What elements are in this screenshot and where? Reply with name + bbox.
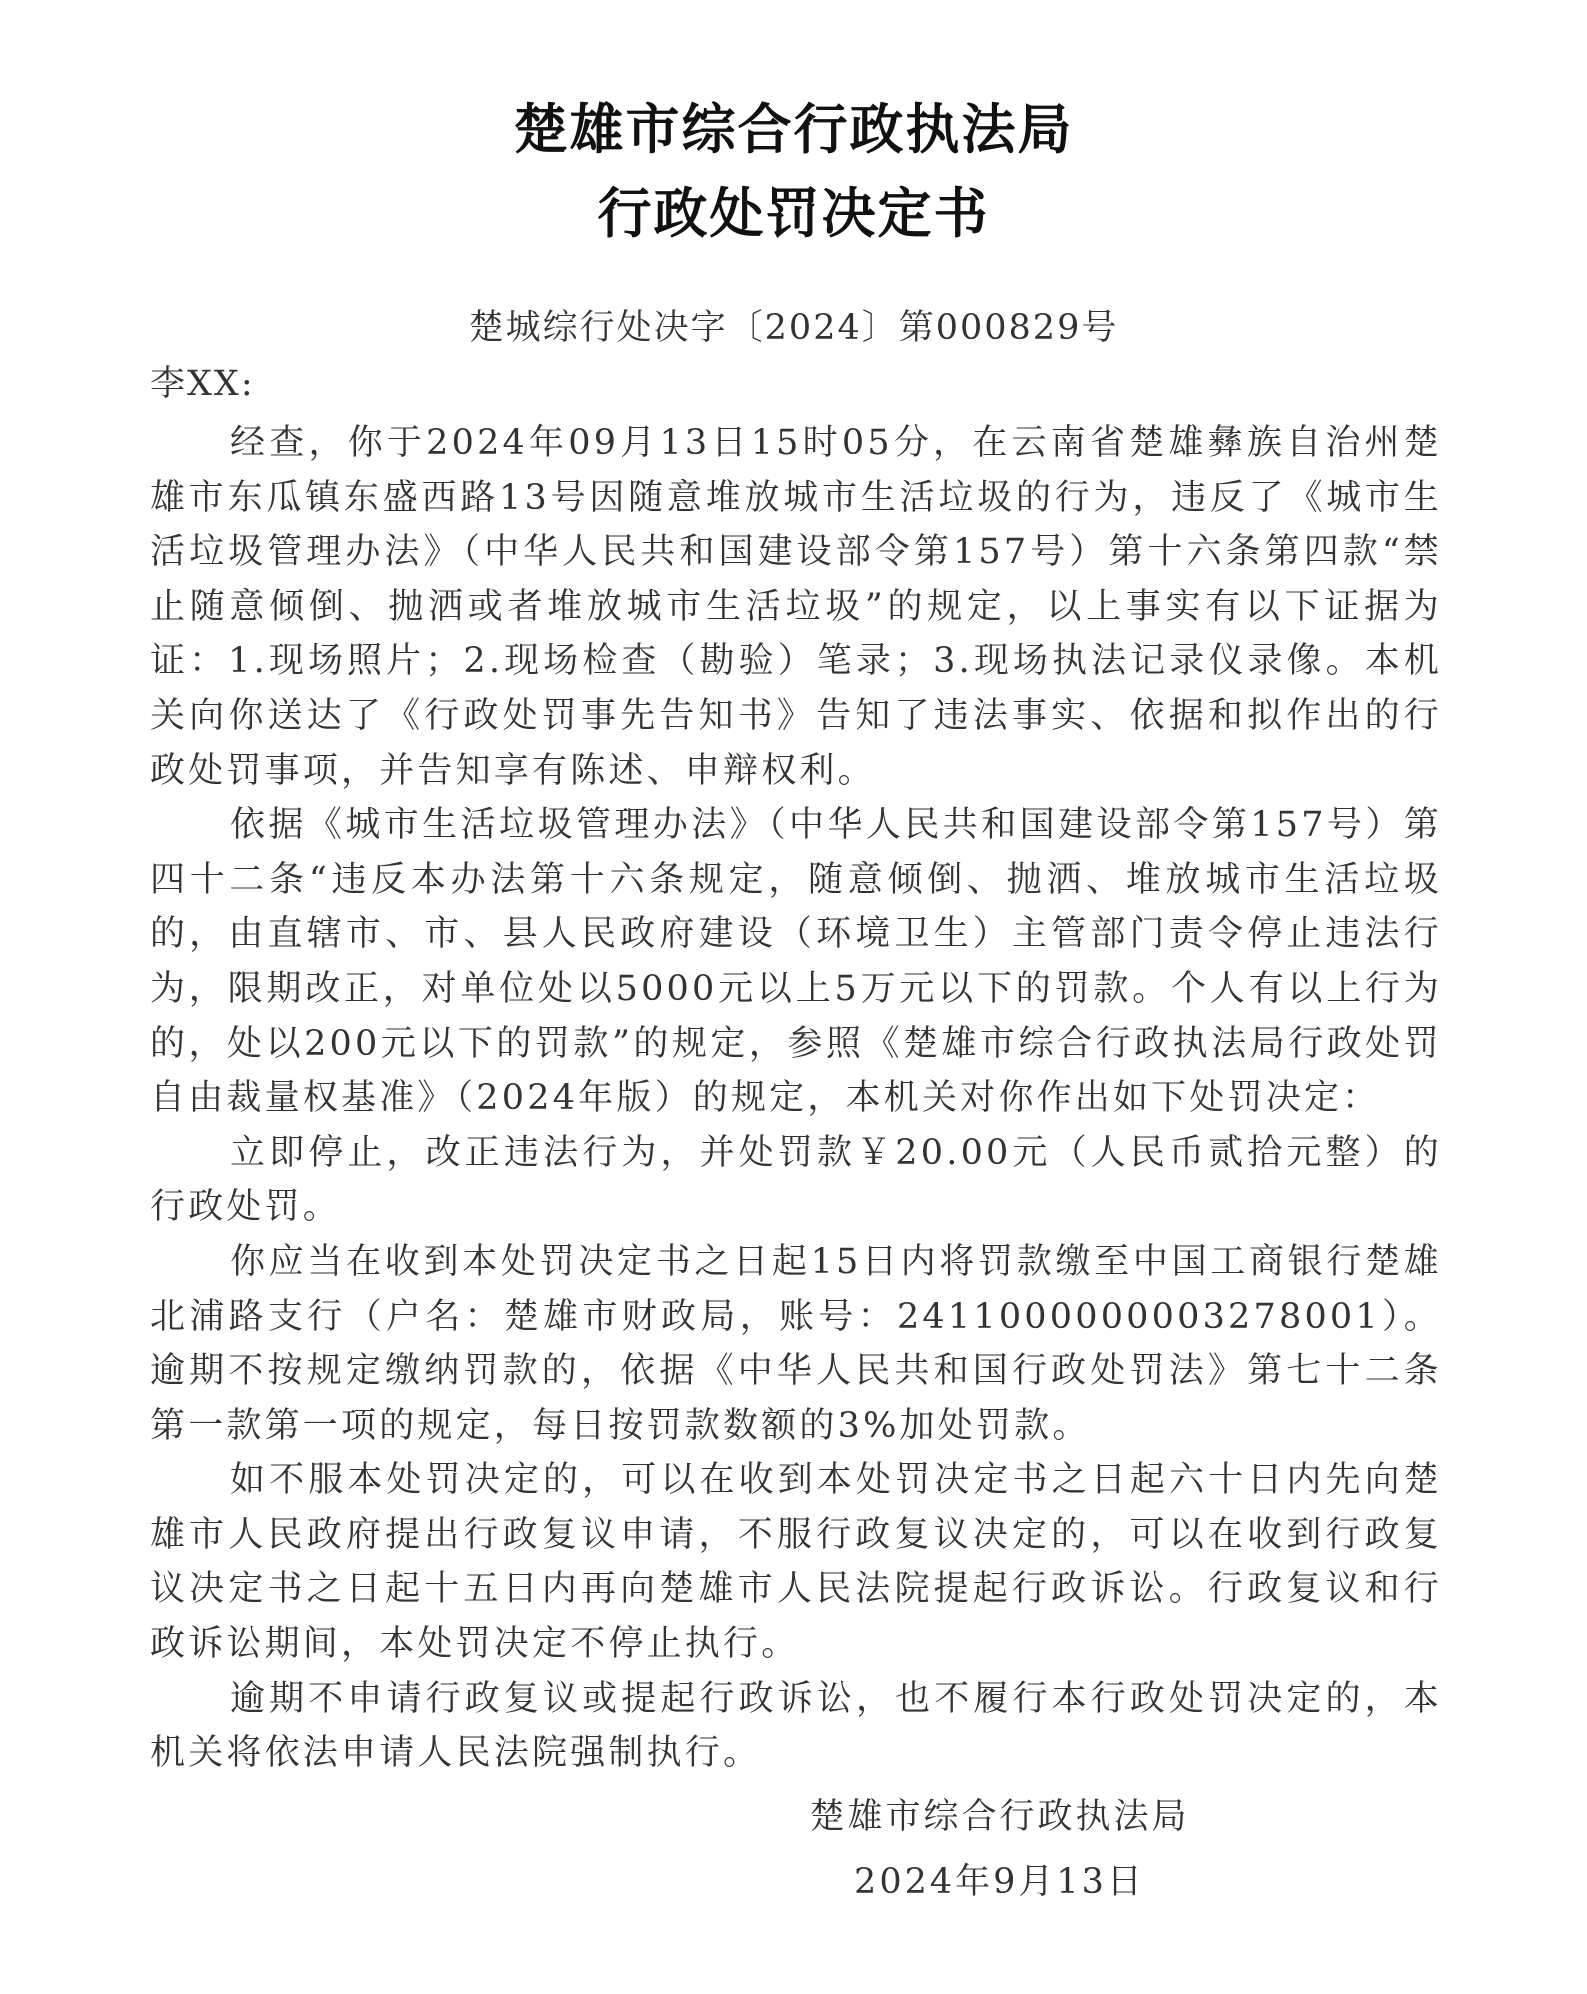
paragraph-penalty: 立即停止，改正违法行为，并处罚款￥20.00元（人民币贰拾元整）的行政处罚。 — [150, 1132, 1442, 1228]
document-title-agency: 楚雄市综合行政执法局 — [513, 97, 1074, 161]
paragraph-enforcement: 逾期不申请行政复议或提起行政诉讼，也不履行本行政处罚决定的，本机关将依法申请人民法院强制执行。 — [150, 1678, 1442, 1774]
document-body — [150, 416, 1442, 1781]
document-title-type: 行政处罚决定书 — [597, 181, 990, 245]
paragraph-payment: 你应当在收到本处罚决定书之日起15日内将罚款缴至中国工商银行楚雄北浦路支行（户名：楚雄市财政局，账号：2411000000003278001）。逾期不按规定缴纳罚款的，依据《中华人民共和国行政处罚法》第七十二条第一款第一项的规定，每日按罚款数额的3%加处罚款。 — [150, 1241, 1442, 1446]
document-number: 楚城综行处决字〔2024〕第000829号 — [468, 308, 1119, 348]
paragraph-legal-basis: 依据《城市生活垃圾管理办法》（中华人民共和国建设部令第157号）第四十二条“违反本办法第十六条规定，随意倾倒、抛洒、堆放城市生活垃圾的，由直辖市、市、县人民政府建设（环境卫生）主管部门责令停止违法行为，限期改正，对单位处以5000元以上5万元以下的罚款。个人有以上行为的，处以200元以下的罚款”的规定，参照《楚雄市综合行政执法局行政处罚自由裁量权基准》（2024年版）的规定，本机关对你作出如下处罚决定： — [150, 805, 1442, 1119]
signature-date: 2024年9月13日 — [854, 1862, 1145, 1902]
paragraph-appeal: 如不服本处罚决定的，可以在收到本处罚决定书之日起六十日内先向楚雄市人民政府提出行政复议申请，不服行政复议决定的，可以在收到行政复议决定书之日起十五日内再向楚雄市人民法院提起行政诉讼。行政复议和行政诉讼期间，本处罚决定不停止执行。 — [150, 1460, 1442, 1665]
recipient-name: 李XX: — [150, 364, 255, 404]
signature-organization: 楚雄市综合行政执法局 — [809, 1797, 1190, 1837]
paragraph-facts: 经查，你于2024年09月13日15时05分，在云南省楚雄彝族自治州楚雄市东瓜镇东盛西路13号因随意堆放城市生活垃圾的行为，违反了《城市生活垃圾管理办法》（中华人民共和国建设部令第157号）第十六条第四款“禁止随意倾倒、抛洒或者堆放城市生活垃圾”的规定，以上事实有以下证据为证：1.现场照片；2.现场检查（勘验）笔录；3.现场执法记录仪录像。本机关向你送达了《行政处罚事先告知书》告知了违法事实、依据和拟作出的行政处罚事项，并告知享有陈述、申辩权利。 — [150, 423, 1442, 791]
